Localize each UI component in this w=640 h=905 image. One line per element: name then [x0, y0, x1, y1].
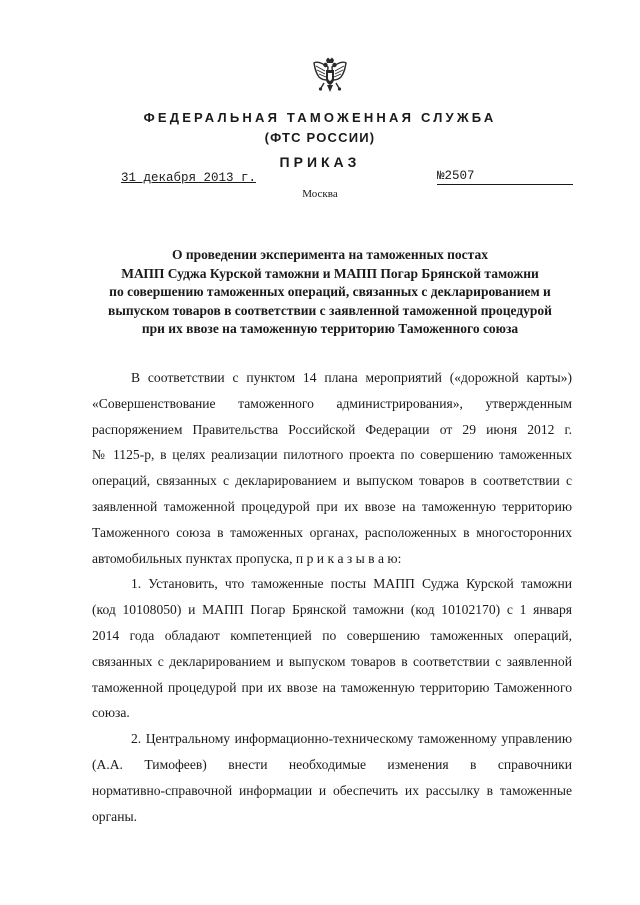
body-line: таможенной процедурой при их ввозе на таможенную территорию Таможенного: [92, 679, 572, 695]
body-line: распоряжением Правительства Российской Федерации от 29 июня 2012 г.: [92, 421, 572, 437]
issue-city: Москва: [302, 188, 338, 200]
body-line: № 1125-р, в целях реализации пилотного проекта по совершению таможенных: [92, 447, 572, 463]
body-line: союза.: [92, 705, 130, 721]
body-line: автомобильных пунктах пропуска, п р и к а з ы в а ю:: [92, 550, 402, 566]
order-date: 31 декабря 2013 г.: [121, 171, 257, 185]
body-line: связанных с декларированием и выпуском товаров в соответствии с заявленной: [92, 653, 572, 669]
body-line: нормативно-справочной информации и обеспечить их рассылку в таможенные: [92, 782, 572, 798]
body-line: 2. Центральному информационно-техническому таможенному управлению: [131, 731, 572, 747]
body-line: 2014 года обладают компетенцией по совершению таможенных операций,: [92, 627, 572, 643]
document-type: ПРИКАЗ: [279, 154, 361, 170]
order-title: [100, 246, 560, 339]
title-line: МАПП Суджа Курской таможни и МАПП Погар Брянской таможни: [121, 265, 539, 281]
body-line: «Совершенствование таможенного администрирования», утвержденным: [92, 395, 572, 411]
body-line: В соответствии с пунктом 14 плана мероприятий («дорожной карты»): [131, 370, 572, 385]
agency-abbreviation: (ФТС РОССИИ): [264, 130, 376, 145]
title-line: О проведении эксперимента на таможенных постах: [172, 247, 488, 262]
body-line: заявленной таможенной процедурой при их ввозе на таможенную территорию: [92, 498, 572, 514]
coat-of-arms-icon: [313, 57, 347, 97]
order-number: №2507: [437, 169, 573, 185]
body-line: органы.: [92, 808, 138, 824]
title-line: при их ввозе на таможенную территорию Таможенного союза: [141, 321, 519, 336]
title-line: по совершению таможенных операций, связанных с декларированием и: [109, 284, 551, 299]
title-line: выпуском товаров в соответствии с заявленной таможенной процедурой: [108, 302, 552, 318]
body-line: (код 10108050) и МАПП Погар Брянской таможни (код 10102170) с 1 января: [92, 602, 572, 618]
order-body: [92, 365, 572, 829]
agency-name: ФЕДЕРАЛЬНАЯ ТАМОЖЕННАЯ СЛУЖБА: [143, 110, 497, 125]
body-line: (А.А. Тимофеев) внести необходимые изменения в справочники: [92, 756, 572, 772]
body-line: 1. Установить, что таможенные посты МАПП Суджа Курской таможни: [131, 576, 572, 592]
body-line: Таможенного союза в таможенных органах, расположенных в многосторонних: [92, 524, 572, 540]
body-line: операций, связанных с декларированием и выпуском товаров в соответствии с: [92, 473, 572, 489]
